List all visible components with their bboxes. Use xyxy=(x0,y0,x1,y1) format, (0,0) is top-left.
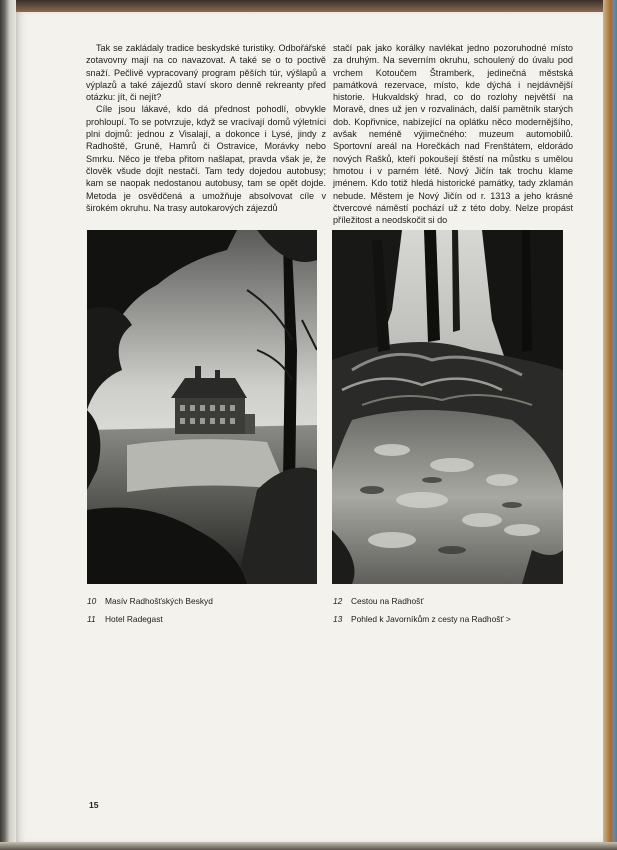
photo-path-to-radhost xyxy=(332,230,563,584)
caption-11 xyxy=(87,614,163,624)
caption-text: Pohled k Javorníkům z cesty na Radhošť > xyxy=(351,614,511,624)
page-number: 15 xyxy=(89,800,99,810)
book-page xyxy=(16,12,603,842)
caption-text: Masív Radhošťských Beskyd xyxy=(105,596,213,606)
book-binding-bottom xyxy=(0,842,617,850)
left-paragraph-2: Cíle jsou lákavé, kdo dá přednost pohodlí, obvykle prohloupí. To se potvrzuje, když se vracívají domů výletníci plni dojmů: jednou z Visalají, a dokonce i Lysé, jindy z Radhoště, Gruně, Hamrů či Ostravice, Morávky nebo Smrku. Něco je třeba přitom našlapat, pravda však je, že člověk všude dojít nestačí. Tam tedy dojedou autobusy; kam se naopak nedostanou autobusy, tam se opět dojde. Metoda je osvědčená a umožňuje absolvovat cíle v širokém okruhu. Na trasy autokarových zájezdů xyxy=(86,104,326,213)
book-binding-right xyxy=(603,0,617,850)
caption-13 xyxy=(333,614,511,624)
caption-10 xyxy=(87,596,213,606)
photo-hotel-radegast xyxy=(87,230,317,584)
right-paragraph-1: stačí pak jako korálky navlékat jedno pozoruhodné místo za druhým. Na severním okruhu, schoulený do úvalu pod vrchem Kotoučem Štramberk, jedinečná městská památková rezervace, místo, kde dýchá i nejdávnější historie. Hukvaldský hrad, co do rozlohy největší na Moravě, dnes už jen v rozvalinách, další pamětník starých dob. Kopřivnice, nabízející na oplátku něco modernějšího, avšak neméně výjimečného: muzeum automobilů. Sportovní areál na Horečkách nad Frenštátem, eldorádo nových Rašků, kteří pokoušejí štěstí na můstku s umělou hmotou i v parném létě. Nový Jičín tak trochu klame jménem. Kdo totiž hledá historické památky, tady zklamán nebude. Městem je Nový Jičín od r. 1313 a jeho krásné čtvercové náměstí pochází už z této doby. Nelze propást příležitost a neodskočit si do xyxy=(333,43,573,226)
book-binding-top xyxy=(0,0,617,12)
left-paragraph-1: Tak se zakládaly tradice beskydské turistiky. Odbořářské zotavovny mají na co navazovat. A také se o to poctivě snaží. Pečlivě vypracovaný program pěších túr, výšlapů a výplazů a také zájezdů staví skoro denně rekreanty před otázku: jít, či nejít? xyxy=(86,43,326,103)
right-text-column xyxy=(333,42,573,226)
caption-number: 11 xyxy=(87,614,96,624)
caption-number: 10 xyxy=(87,596,97,606)
caption-number: 12 xyxy=(333,596,343,606)
caption-number: 13 xyxy=(333,614,343,624)
left-text-column xyxy=(86,42,326,214)
caption-text: Cestou na Radhošť xyxy=(351,596,424,606)
caption-text: Hotel Radegast xyxy=(105,614,163,624)
caption-12 xyxy=(333,596,424,606)
book-binding-left xyxy=(0,0,16,850)
